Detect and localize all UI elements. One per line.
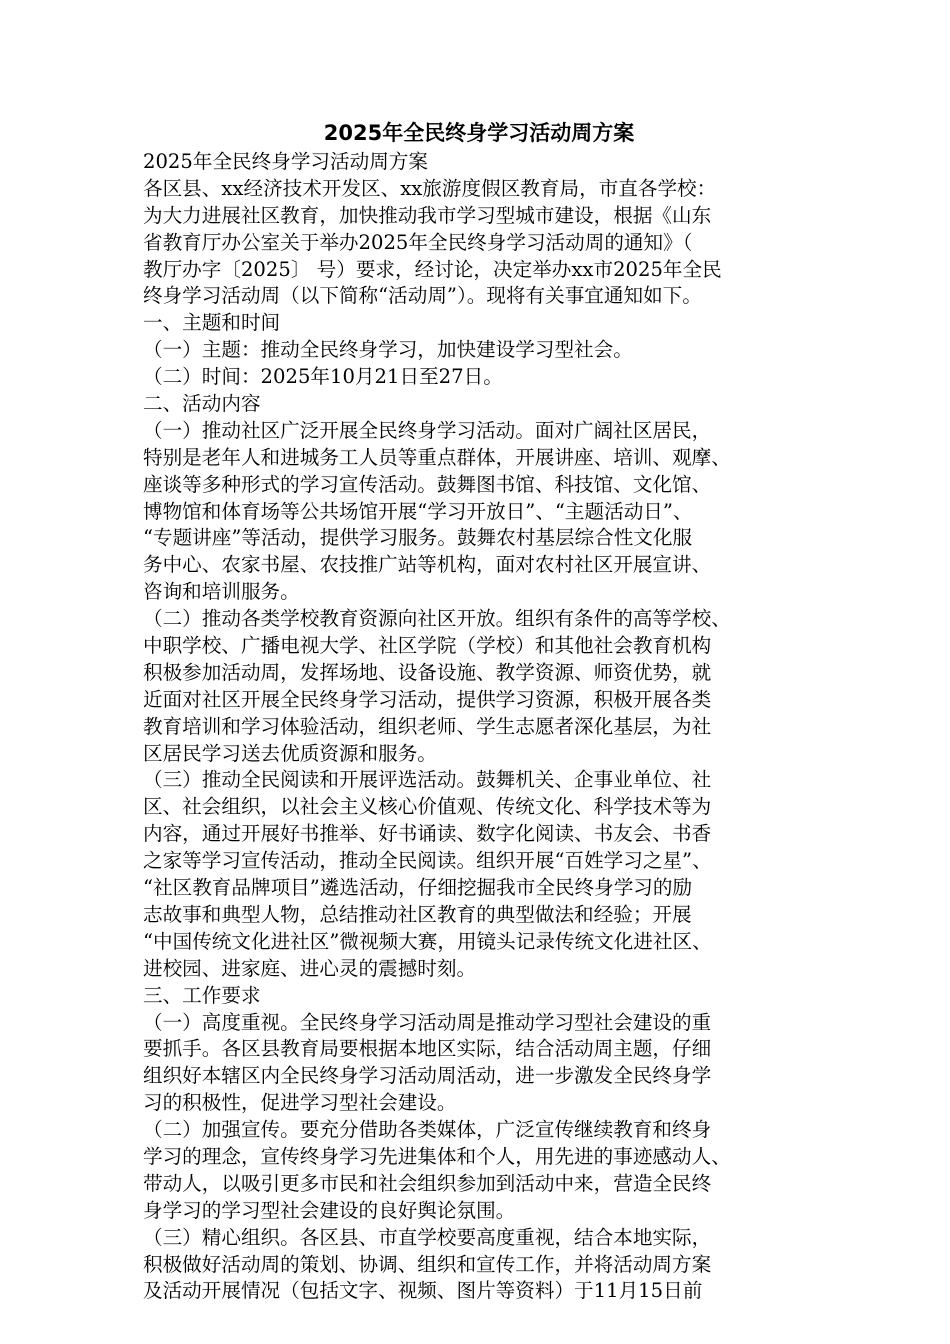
text-line: 区居民学习送去优质资源和服务。 [143,741,437,765]
text-line: （一）高度重视。全民终身学习活动周是推动学习型社会建设的重 [143,1010,712,1034]
text-line: （二）加强宣传。要充分借助各类媒体，广泛宣传继续教育和终身 [143,1118,712,1142]
text-line: “中国传统文化进社区”微视频大赛，用镜头记录传统文化进社区、 [143,929,712,953]
text-line: 中职学校、广播电视大学、社区学院（学校）和其他社会教育机构 [143,634,712,658]
text-line: （一）主题：推动全民终身学习，加快建设学习型社会。 [143,338,633,362]
text-line: 特别是老年人和进城务工人员等重点群体，开展讲座、培训、观摩、 [143,445,731,469]
text-line: 各区县、xx经济技术开发区、xx旅游度假区教育局，市直各学校： [143,176,717,200]
text-line: 积极做好活动周的策划、协调、组织和宣传工作，并将活动周方案 [143,1252,712,1276]
text-line: 为大力进展社区教育，加快推动我市学习型城市建设，根据《山东 [143,203,712,227]
text-line: 教育培训和学习体验活动，组织老师、学生志愿者深化基层，为社 [143,714,712,738]
text-line: 教厅办字〔2025〕 号）要求，经讨论，决定举办xx市2025年全民 [143,257,722,281]
text-line: 习的积极性，促进学习型社会建设。 [143,1091,457,1115]
text-line: 组织好本辖区内全民终身学习活动周活动，进一步激发全民终身学 [143,1064,712,1088]
text-line: 学习的理念，宣传终身学习先进集体和个人，用先进的事迹感动人、 [143,1144,731,1168]
text-line: 2025年全民终身学习活动周方案 [143,150,428,173]
section-heading: 二、活动内容 [143,392,261,416]
text-line: 务中心、农家书屋、农技推广站等机构，面对农村社区开展宣讲、 [143,553,712,577]
text-line: 及活动开展情况（包括文字、视频、图片等资料）于11月15日前 [143,1279,703,1303]
text-line: “社区教育品牌项目”遴选活动，仔细挖掘我市全民终身学习的励 [143,876,693,900]
text-line: （三）精心组织。各区县、市直学校要高度重视，结合本地实际， [143,1225,712,1249]
document-page [143,118,815,1305]
text-line: 要抓手。各区县教育局要根据本地区实际，结合活动周主题，仔细 [143,1037,712,1061]
text-line: “专题讲座”等活动，提供学习服务。鼓舞农村基层综合性文化服 [143,526,693,550]
text-line: 近面对社区开展全民终身学习活动，提供学习资源，积极开展各类 [143,687,712,711]
document-body [143,149,815,1305]
text-line: 咨询和培训服务。 [143,580,300,604]
document-title: 2025年全民终身学习活动周方案 [323,121,635,145]
text-line: （三）推动全民阅读和开展评选活动。鼓舞机关、企事业单位、社 [143,768,712,792]
section-heading: 一、主题和时间 [143,311,281,335]
text-line: 省教育厅办公室关于举办2025年全民终身学习活动周的通知》（ [143,230,693,254]
text-line: 积极参加活动周，发挥场地、设备设施、教学资源、师资优势，就 [143,660,712,684]
text-line: 终身学习活动周（以下简称“活动周”）。现将有关事宜通知如下。 [143,284,702,308]
text-line: 内容，通过开展好书推举、好书诵读、数字化阅读、书友会、书香 [143,822,712,846]
text-line: 进校园、进家庭、进心灵的震撼时刻。 [143,956,477,980]
text-line: （二）推动各类学校教育资源向社区开放。组织有条件的高等学校、 [143,607,731,631]
text-line: 座谈等多种形式的学习宣传活动。鼓舞图书馆、科技馆、文化馆、 [143,472,712,496]
text-line: （二）时间：2025年10月21日至27日。 [143,365,503,389]
text-line: 志故事和典型人物，总结推动社区教育的典型做法和经验；开展 [143,902,692,926]
text-line: 之家等学习宣传活动，推动全民阅读。组织开展“百姓学习之星”、 [143,849,712,873]
section-heading: 三、工作要求 [143,983,261,1007]
text-line: （一）推动社区广泛开展全民终身学习活动。面对广阔社区居民， [143,418,712,442]
text-line: 博物馆和体育场等公共场馆开展“学习开放日”、“主题活动日”、 [143,499,693,523]
text-line: 区、社会组织，以社会主义核心价值观、传统文化、科学技术等为 [143,795,712,819]
text-line: 身学习的学习型社会建设的良好舆论氛围。 [143,1198,516,1222]
text-line: 带动人，以吸引更多市民和社会组织参加到活动中来，营造全民终 [143,1171,712,1195]
